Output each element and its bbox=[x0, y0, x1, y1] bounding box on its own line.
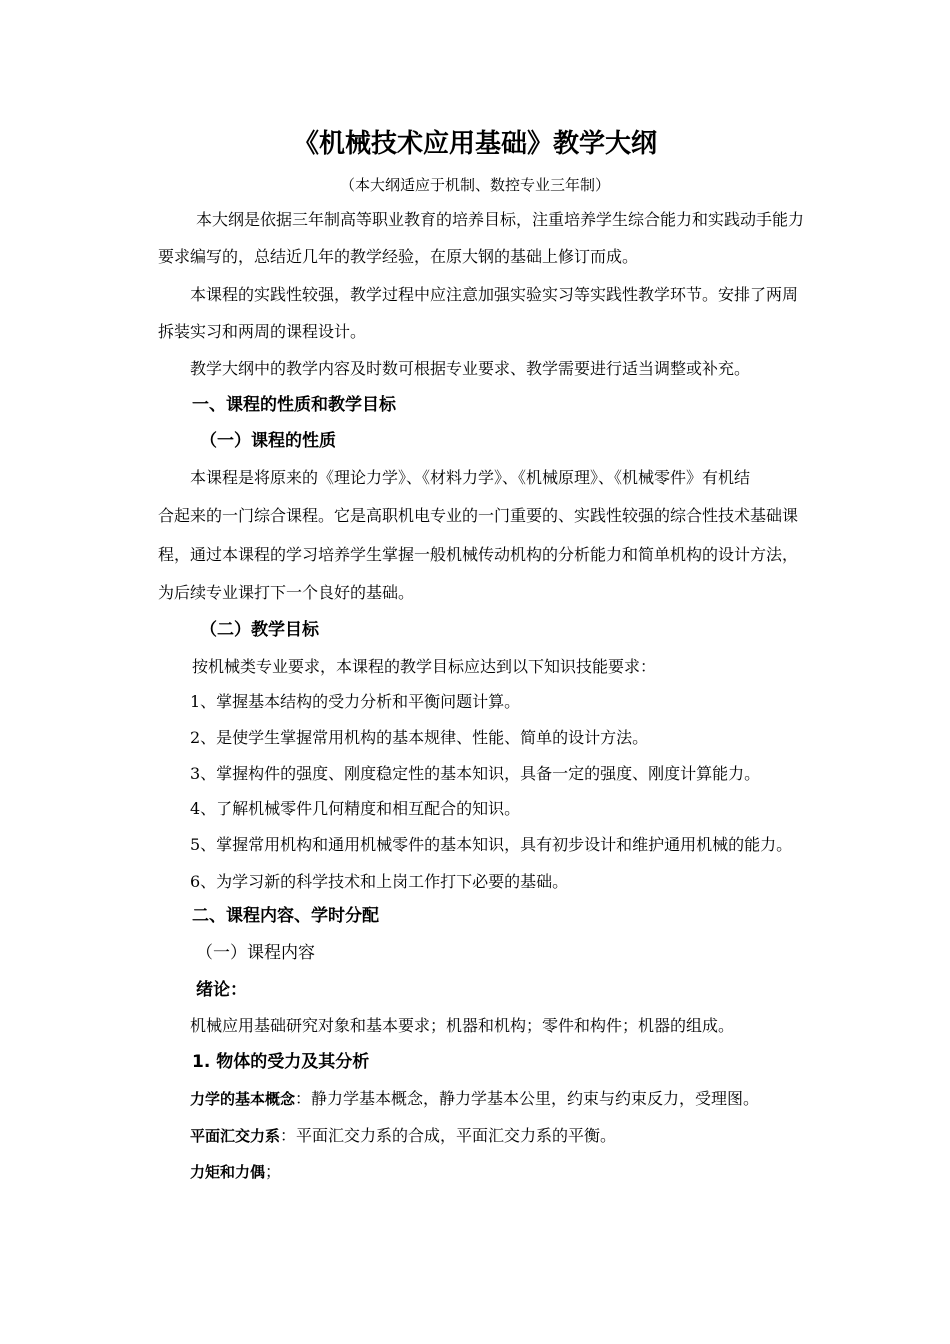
topic-label: 力矩和力偶 bbox=[190, 1163, 266, 1181]
course-nature-line-3: 程，通过本课程的学习培养学生掌握一般机械传动机构的分析能力和简单机构的设计方法， bbox=[158, 545, 799, 564]
intro-paragraph-1-line-2: 要求编写的，总结近几年的教学经验，在原大钢的基础上修订而成。 bbox=[158, 247, 639, 266]
document-subtitle: （本大纲适应于机制、数控专业三年制） bbox=[339, 176, 610, 194]
introduction-label: 绪论： bbox=[196, 980, 247, 1000]
topic-separator: ； bbox=[265, 1162, 282, 1181]
goal-item-6: 6、为学习新的科学技术和上岗工作打下必要的基础。 bbox=[190, 872, 569, 891]
goal-item-5: 5、掌握常用机构和通用机械零件的基本知识，具有初步设计和维护通用机械的能力。 bbox=[190, 835, 793, 854]
section-1-heading: 一、课程的性质和教学目标 bbox=[192, 395, 396, 415]
goal-item-4: 4、了解机械零件几何精度和相互配合的知识。 bbox=[190, 799, 521, 818]
intro-paragraph-2-line-2: 拆装实习和两周的课程设计。 bbox=[158, 322, 367, 341]
topic-mechanics-concepts bbox=[190, 1091, 759, 1107]
section-2-heading: 二、课程内容、学时分配 bbox=[192, 906, 379, 926]
topic-concurrent-forces bbox=[190, 1128, 616, 1144]
course-nature-line-1: 本课程是将原来的《理论力学》、《材料力学》、《机械原理》、《机械零件》有机结 bbox=[190, 468, 751, 487]
section-2-sub-1-heading: （一）课程内容 bbox=[196, 943, 315, 963]
course-nature-line-4: 为后续专业课打下一个良好的基础。 bbox=[158, 583, 415, 602]
chapter-1-heading: 1. 物体的受力及其分析 bbox=[192, 1052, 370, 1072]
intro-paragraph-2-line-1: 本课程的实践性较强，教学过程中应注意加强实验实习等实践性教学环节。安排了两周 bbox=[190, 285, 799, 304]
goal-item-2: 2、是使学生掌握常用机构的基本规律、性能、简单的设计方法。 bbox=[190, 728, 649, 747]
goals-intro: 按机械类专业要求，本课程的教学目标应达到以下知识技能要求： bbox=[192, 657, 657, 676]
topic-text: 平面汇交力系的合成，平面汇交力系的平衡。 bbox=[296, 1126, 617, 1145]
section-1-sub-1-heading: （一）课程的性质 bbox=[200, 431, 336, 451]
topic-label: 平面汇交力系 bbox=[190, 1127, 281, 1145]
goal-item-1: 1、掌握基本结构的受力分析和平衡问题计算。 bbox=[190, 692, 521, 711]
topic-text: 静力学基本概念，静力学基本公里，约束与约束反力，受理图。 bbox=[311, 1089, 760, 1108]
topic-label: 力学的基本概念 bbox=[190, 1090, 296, 1108]
intro-paragraph-3: 教学大纲中的教学内容及时数可根据专业要求、教学需要进行适当调整或补充。 bbox=[190, 359, 751, 378]
introduction-text: 机械应用基础研究对象和基本要求；机器和机构；零件和构件；机器的组成。 bbox=[190, 1016, 735, 1035]
course-nature-line-2: 合起来的一门综合课程。它是高职机电专业的一门重要的、实践性较强的综合性技术基础课 bbox=[158, 506, 799, 525]
goal-item-3: 3、掌握构件的强度、刚度稳定性的基本知识，具备一定的强度、刚度计算能力。 bbox=[190, 764, 761, 783]
document-title: 《机械技术应用基础》教学大纲 bbox=[292, 129, 657, 159]
topic-separator: ： bbox=[295, 1089, 312, 1108]
topic-moment-couple bbox=[190, 1164, 281, 1180]
intro-paragraph-1-line-1: 本大纲是依据三年制高等职业教育的培养目标，注重培养学生综合能力和实践动手能力 bbox=[196, 210, 805, 229]
topic-separator: ： bbox=[280, 1126, 297, 1145]
section-1-sub-2-heading: （二）教学目标 bbox=[200, 620, 319, 640]
